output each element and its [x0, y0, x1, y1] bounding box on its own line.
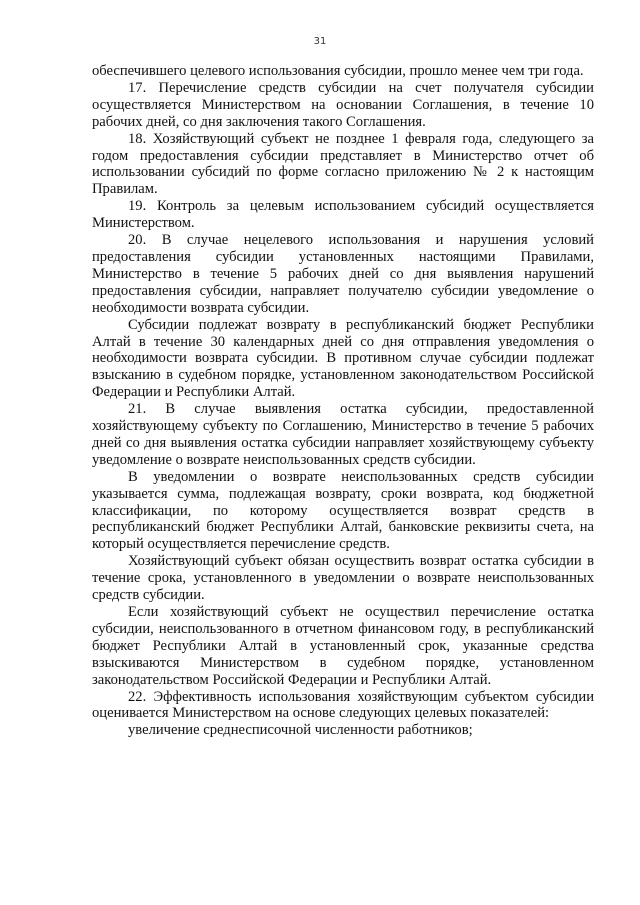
paragraph-21-notice: В уведомлении о возврате неиспользованных средств субсидии указывается сумма, подлежащая возврату, сроки возврата, код бюджетной классификации, по которому осуществляется возврат средств в республиканский бюджет Республики Алтай, банковские реквизиты счета, на который осуществляется перечисление средств.: [92, 468, 594, 553]
paragraph-21: 21. В случае выявления остатка субсидии, предоставленной хозяйствующему субъекту по Соглашению, Министерство в течение 5 рабочих дней со дня выявления остатка субсидии направляет хозяйствующему субъекту уведомление о возврате неиспользованных средств субсидии.: [92, 401, 594, 468]
paragraph-19: 19. Контроль за целевым использованием субсидий осуществляется Министерством.: [92, 198, 594, 232]
document-text: [92, 63, 594, 739]
paragraph-21-recovery: Если хозяйствующий субъект не осуществил перечисление остатка субсидии, неиспользованного в отчетном финансовом году, в республиканский бюджет Республики Алтай в установленный срок, указанные средства взыскиваются Министерством в судебном порядке, установленном законодательством Российской Федерации и Республики Алтай.: [92, 604, 594, 688]
paragraph-20-return: Субсидии подлежат возврату в республиканский бюджет Республики Алтай в течение 30 календарных дней со дня отправления уведомления о необходимости возврата субсидии. В противном случае субсидии подлежат взысканию в судебном порядке, установленном законодательством Российской Федерации и Республики Алтай.: [92, 316, 594, 401]
paragraph-continuation: обеспечившего целевого использования субсидии, прошло менее чем три года.: [92, 63, 584, 79]
page-number: 31: [313, 36, 327, 47]
paragraph-22-item-1: увеличение среднесписочной численности работников;: [128, 722, 473, 739]
paragraph-22: 22. Эффективность использования хозяйствующим субъектом субсидии оценивается Министерством на основе следующих целевых показателей:: [92, 688, 594, 722]
paragraph-18: 18. Хозяйствующий субъект не позднее 1 февраля года, следующего за годом предоставления субсидии представляет в Министерство отчет об использовании субсидий по форме согласно приложению № 2 к настоящим Правилам.: [92, 130, 594, 198]
paragraph-20: 20. В случае нецелевого использования и нарушения условий предоставления субсидии установленных настоящими Правилами, Министерство в течение 5 рабочих дней со дня выявления нарушений предоставления субсидии, направляет получателю субсидии уведомление о необходимости возврата субсидии.: [92, 232, 594, 316]
paragraph-21-obliged: Хозяйствующий субъект обязан осуществить возврат остатка субсидии в течение срока, установленного в уведомлении о возврате неиспользованных средств субсидии.: [92, 553, 594, 604]
paragraph-17: 17. Перечисление средств субсидии на счет получателя субсидии осуществляется Министерством на основании Соглашения, в течение 10 рабочих дней, со дня заключения такого Соглашения.: [92, 79, 594, 130]
